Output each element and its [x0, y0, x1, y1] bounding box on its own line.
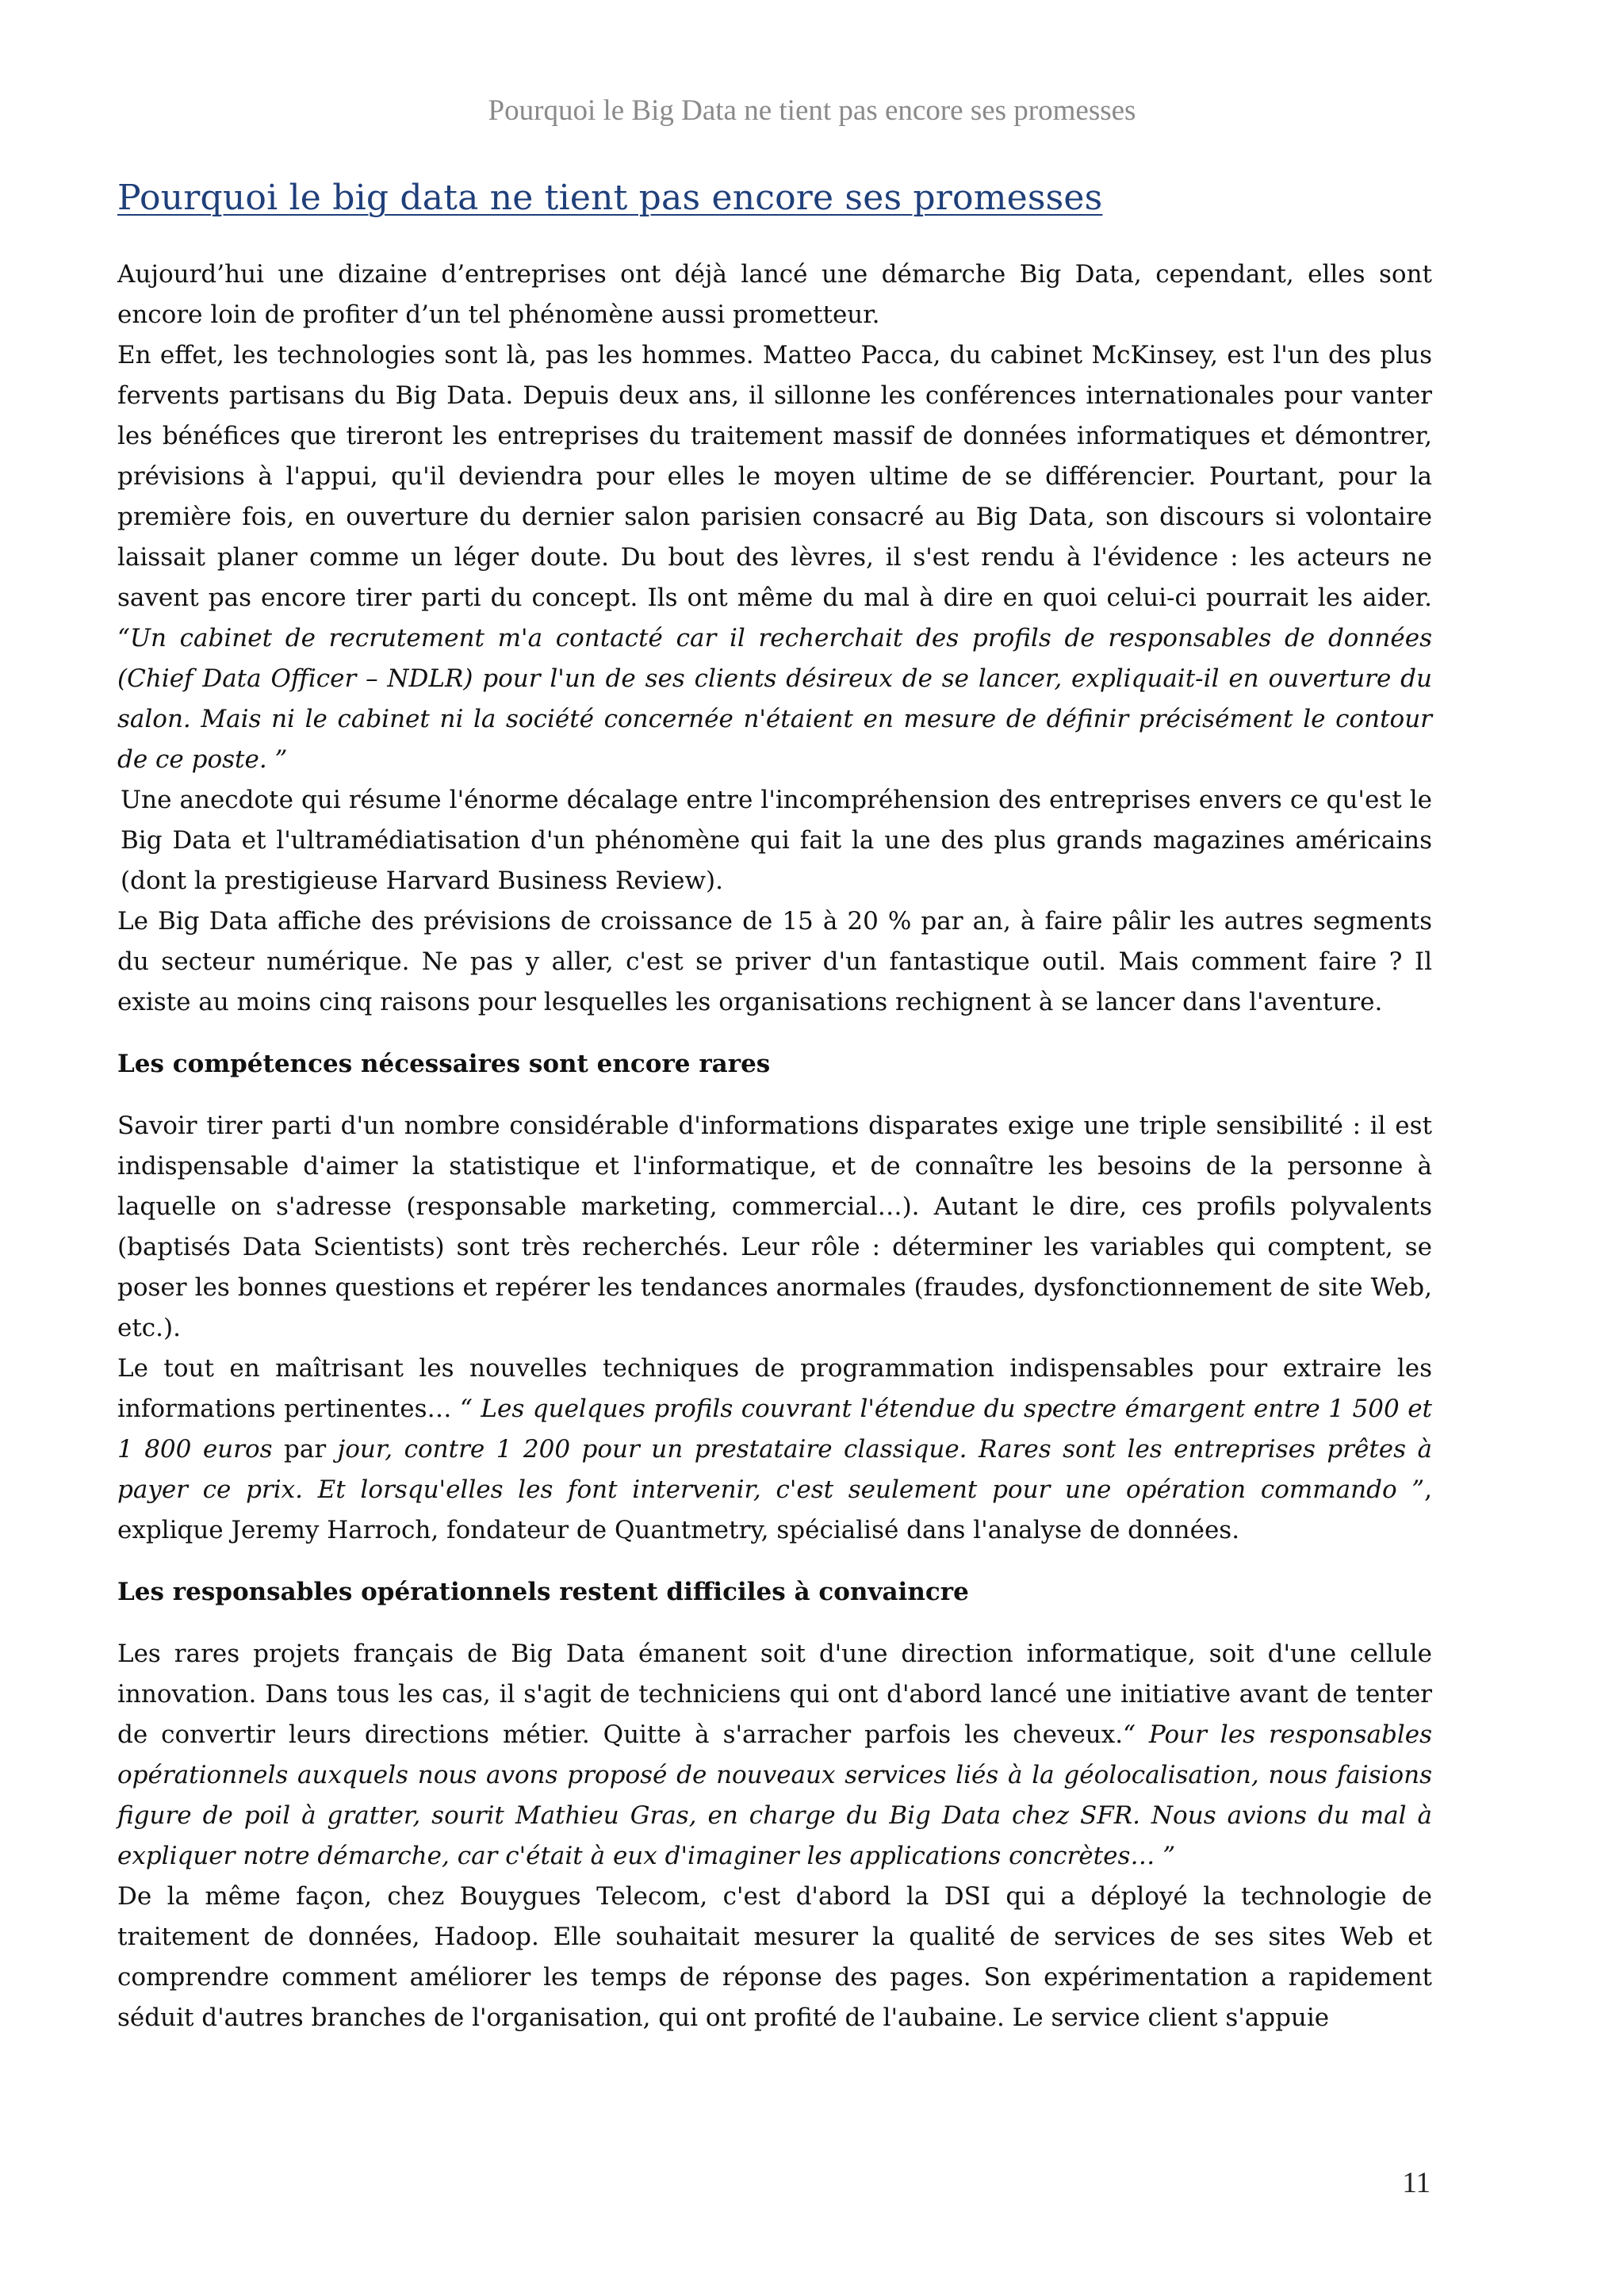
- pacca-quote: “Un cabinet de recrutement m'a contacté car il recherchait des profils de responsables de données (Chief Data Officer – NDLR) pour l'un de ses clients désireux de se lancer, expliquait-il en ouverture du salon. Mais ni le cabinet ni la société concernée n'étaient en mesure de définir précisément le contour de ce poste. ”: [117, 624, 1432, 774]
- section-heading-skills: Les compétences nécessaires sont encore rares: [117, 1050, 771, 1078]
- context-paragraph: [117, 335, 1432, 780]
- bouygues-paragraph: De la même façon, chez Bouygues Telecom, c'est d'abord la DSI qui a déployé la technologie de traitement de données, Hadoop. Elle souhaitait mesurer la qualité de services de ses sites Web et comprendre comment améliorer les temps de réponse des pages. Son expérimentation a rapidement séduit d'autres branches de l'organisation, qui ont profité de l'aubaine. Le service client s'appuie: [117, 1882, 1432, 2032]
- managers-text: Les rares projets français de Big Data émanent soit d'une direction informatique, soit d'une cellule innovation. Dans tous les cas, il s'agit de techniciens qui ont d'abord lancé une initiative avant de tenter de convertir leurs directions métier. Quitte à s'arracher parfois les cheveux.: [117, 1640, 1432, 1749]
- gras-quote: “ Pour les responsables opérationnels auxquels nous avons proposé de nouveaux services liés à la géolocalisation, nous faisions figure de poil à gratter, sourit Mathieu Gras, en charge du Big Data chez SFR. Nous avions du mal à expliquer notre démarche, car c'était à eux d'imaginer les applications concrètes… ”: [117, 1720, 1432, 1870]
- article-title: Pourquoi le big data ne tient pas encore ses promesses: [117, 178, 1103, 218]
- harroch-quote-a: “ Les quelques profils couvrant l'étendue du spectre émargent entre 1 500 et 1 800 euros: [117, 1395, 1432, 1464]
- par-word: par: [272, 1435, 338, 1464]
- context-text: En effet, les technologies sont là, pas les hommes. Matteo Pacca, du cabinet McKinsey, est l'un des plus fervents partisans du Big Data. Depuis deux ans, il sillonne les conférences internationales pour vanter les bénéfices que tireront les entreprises du traitement massif de données informatiques et démontrer, prévisions à l'appui, qu'il deviendra pour elles le moyen ultime de se différencier. Pourtant, pour la première fois, en ouverture du dernier salon parisien consacré au Big Data, son discours si volontaire laissait planer comme un léger doute. Du bout des lèvres, il s'est rendu à l'évidence : les acteurs ne savent pas encore tirer parti du concept. Ils ont même du mal à dire en quoi celui-ci pourrait les aider.: [117, 341, 1432, 612]
- skills-text: Le tout en maîtrisant les nouvelles techniques de programmation indispensables pour extraire les informations pertinentes…: [117, 1354, 1432, 1423]
- anecdote-paragraph: Une anecdote qui résume l'énorme décalage entre l'incompréhension des entreprises envers ce qu'est le Big Data et l'ultramédiatisation d'un phénomène qui fait la une des plus grands magazines américains (dont la prestigieuse Harvard Business Review).: [121, 786, 1432, 895]
- running-header: Pourquoi le Big Data ne tient pas encore ses promesses: [488, 94, 1136, 127]
- page-number: 11: [1402, 2167, 1431, 2199]
- skills-tail: , explique Jeremy Harroch, fondateur de Quantmetry, spécialisé dans l'analyse de données.: [117, 1475, 1432, 1544]
- section-heading-managers: Les responsables opérationnels restent difficiles à convaincre: [117, 1578, 969, 1606]
- skills-paragraph: Savoir tirer parti d'un nombre considérable d'informations disparates exige une triple sensibilité : il est indispensable d'aimer la statistique et l'informatique, et de connaître les besoins de la personne à laquelle on s'adresse (responsable marketing, commercial…). Autant le dire, ces profils polyvalents (baptisés Data Scientists) sont très recherchés. Leur rôle : déterminer les variables qui comptent, se poser les bonnes questions et repérer les tendances anormales (fraudes, dysfonctionnement de site Web, etc.).: [117, 1112, 1432, 1342]
- managers-paragraph: [117, 1634, 1432, 1877]
- harroch-quote-b: jour, contre 1 200 pour un prestataire classique. Rares sont les entreprises prêtes à payer ce prix. Et lorsqu'elles les font intervenir, c'est seulement pour une opération commando ”: [117, 1435, 1432, 1504]
- growth-paragraph: Le Big Data affiche des prévisions de croissance de 15 à 20 % par an, à faire pâlir les autres segments du secteur numérique. Ne pas y aller, c'est se priver d'un fantastique outil. Mais comment faire ? Il existe au moins cinq raisons pour lesquelles les organisations rechignent à se lancer dans l'aventure.: [117, 907, 1432, 1016]
- article-body: [117, 178, 1432, 2038]
- intro-paragraph: Aujourd’hui une dizaine d’entreprises ont déjà lancé une démarche Big Data, cependant, elles sont encore loin de profiter d’un tel phénomène aussi prometteur.: [117, 260, 1432, 329]
- skills-quote-paragraph: [117, 1349, 1432, 1551]
